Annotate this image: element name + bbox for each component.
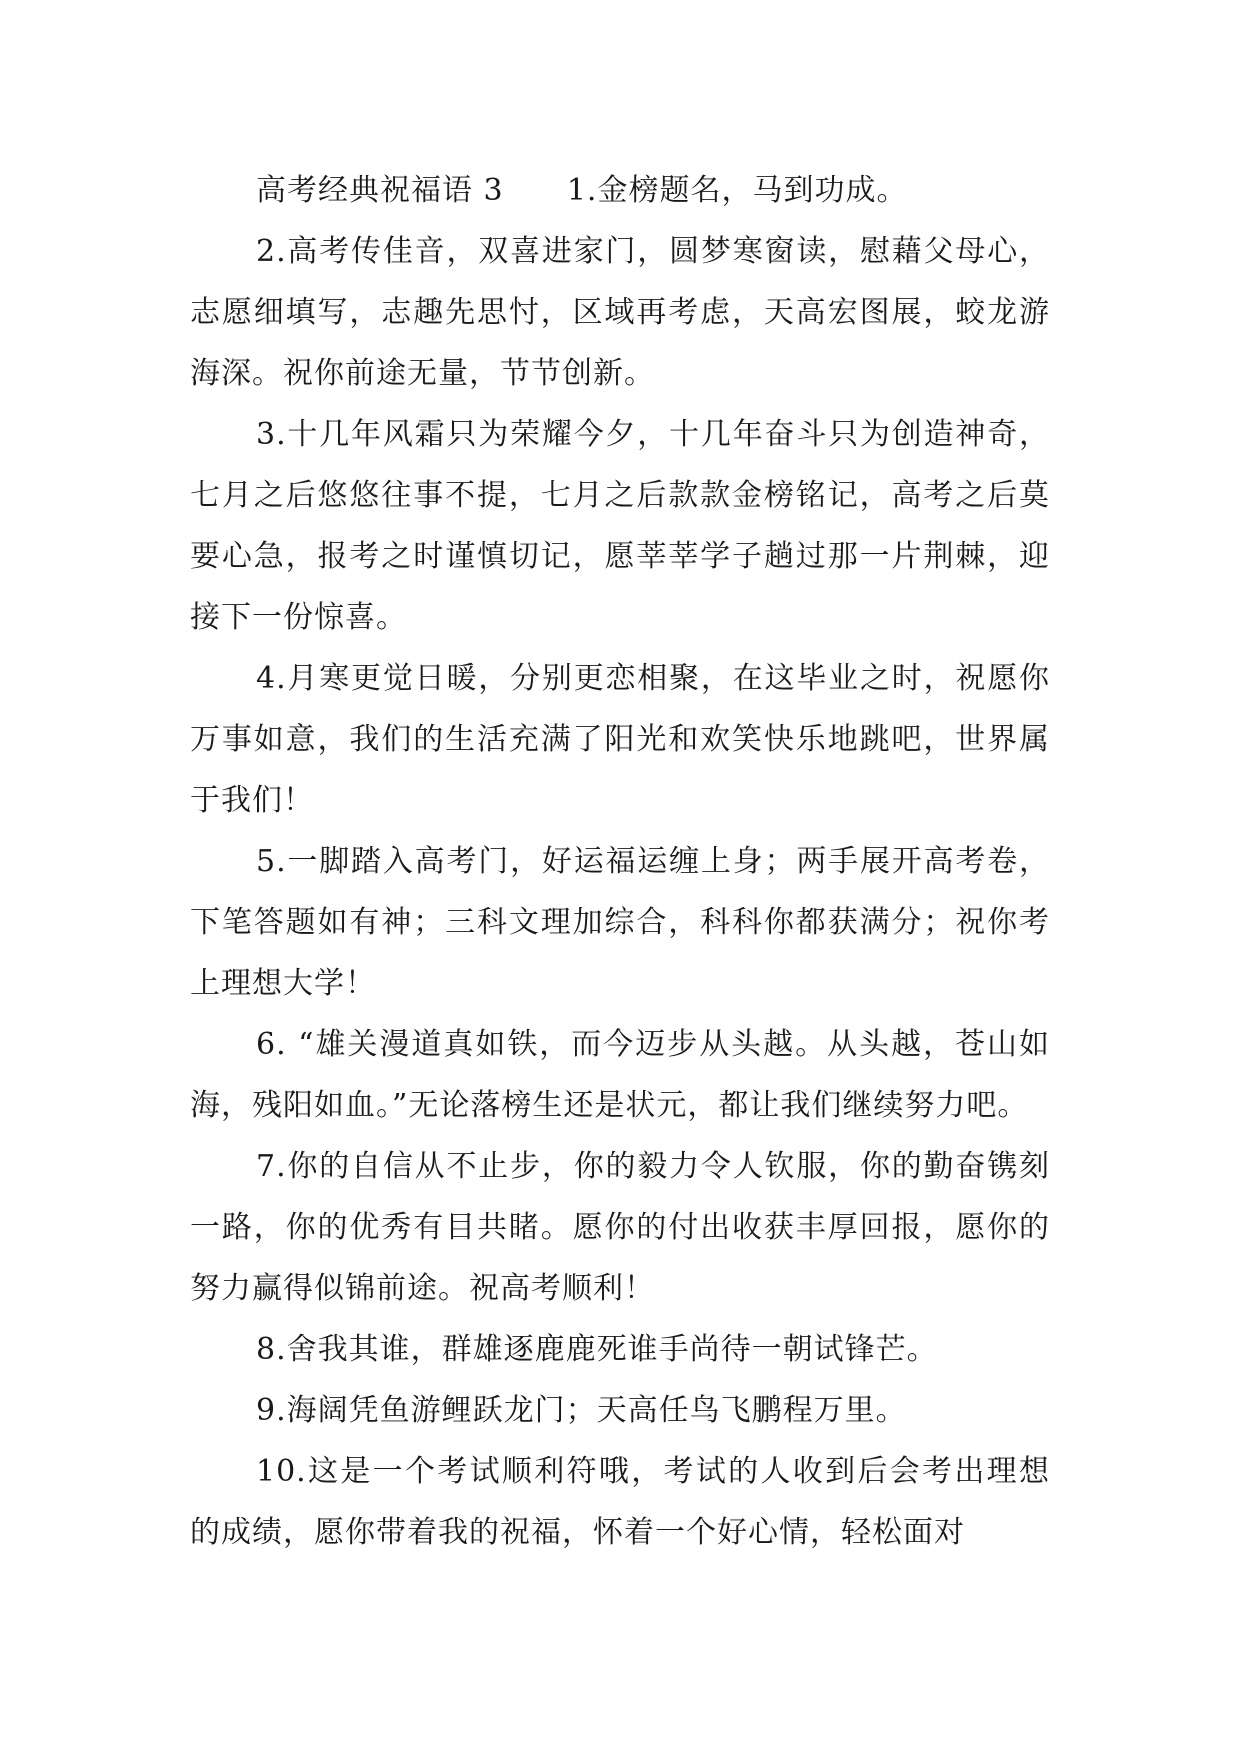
document-body [190, 160, 1050, 1563]
list-item-10: 10.这是一个考试顺利符哦，考试的人收到后会考出理想的成绩，愿你带着我的祝福，怀着一个好心情，轻松面对 [190, 1454, 1050, 1550]
list-item-7: 7.你的自信从不止步，你的毅力令人钦服，你的勤奋镌刻一路，你的优秀有目共睹。愿你的付出收获丰厚回报，愿你的努力赢得似锦前途。祝高考顺利！ [190, 1149, 1050, 1306]
document-heading: 高考经典祝福语 3 [256, 173, 504, 208]
heading-line [190, 160, 1050, 221]
list-item-9: 9.海阔凭鱼游鲤跃龙门；天高任鸟飞鹏程万里。 [256, 1393, 907, 1428]
list-item-3: 3.十几年风霜只为荣耀今夕，十几年奋斗只为创造神奇，七月之后悠悠往事不提，七月之后款款金榜铭记，高考之后莫要心急，报考之时谨慎切记，愿莘莘学子趟过那一片荆棘，迎接下一份惊喜。 [190, 417, 1050, 635]
list-item-8: 8.舍我其谁，群雄逐鹿鹿死谁手尚待一朝试锋芒。 [256, 1332, 938, 1367]
list-item-4: 4.月寒更觉日暖，分别更恋相聚，在这毕业之时，祝愿你万事如意，我们的生活充满了阳光和欢笑快乐地跳吧，世界属于我们！ [190, 661, 1050, 818]
heading-gap [504, 173, 567, 208]
list-item-5: 5.一脚踏入高考门，好运福运缠上身；两手展开高考卷，下笔答题如有神；三科文理加综合，科科你都获满分；祝你考上理想大学！ [190, 844, 1050, 1001]
list-item-2: 2.高考传佳音，双喜进家门，圆梦寒窗读，慰藉父母心，志愿细填写，志趣先思忖，区域再考虑，天高宏图展，蛟龙游海深。祝你前途无量，节节创新。 [190, 234, 1050, 391]
list-item-6: 6. “雄关漫道真如铁，而今迈步从头越。从头越，苍山如海，残阳如血。”无论落榜生还是状元，都让我们继续努力吧。 [190, 1027, 1050, 1123]
list-item-1: 1.金榜题名，马到功成。 [566, 173, 908, 208]
